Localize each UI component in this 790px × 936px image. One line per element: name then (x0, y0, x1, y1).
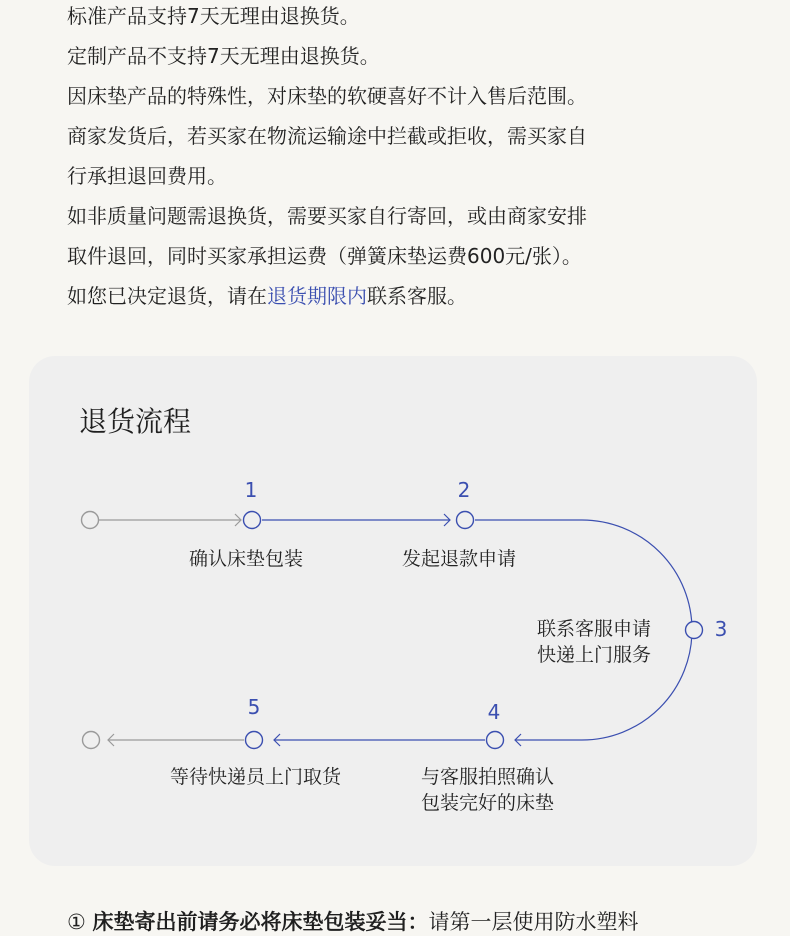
contact-prefix: 如您已决定退货，请在 (67, 284, 267, 308)
policy-line: 行承担退回费用。 (67, 164, 227, 188)
policy-line: 取件退回，同时买家承担运费（弹簧床垫运费600元/张）。 (67, 244, 582, 268)
policy-line: 定制产品不支持7天无理由退换货。 (67, 44, 380, 68)
note-heading: 床垫寄出前请务必将床垫包装妥当： (92, 910, 429, 934)
policy-line: 商家发货后，若买家在物流运输途中拦截或拒收，需买家自 (67, 124, 587, 148)
step-4-number: 4 (487, 700, 501, 724)
step-4-label-line1: 与客服拍照确认 (421, 766, 555, 788)
return-period-link[interactable]: 退货期限内 (267, 284, 367, 308)
step-3-label-line2: 快递上门服务 (537, 644, 652, 666)
start-node (82, 512, 99, 529)
step-2-label: 发起退款申请 (402, 548, 517, 570)
step-1-number: 1 (244, 478, 258, 502)
step-5-node (246, 732, 263, 749)
policy-line: 因床垫产品的特殊性，对床垫的软硬喜好不计入售后范围。 (67, 84, 587, 108)
step-3-number: 3 (714, 617, 728, 641)
step-4-node (487, 732, 504, 749)
step-3-label (537, 616, 651, 668)
policy-line: 如非质量问题需退换货，需要买家自行寄回，或由商家安排 (67, 204, 587, 228)
step-5-number: 5 (247, 695, 261, 719)
end-node (83, 732, 100, 749)
note-text: 请第一层使用防水塑料 (428, 910, 639, 934)
return-flow-diagram (29, 356, 757, 866)
return-process-card (29, 356, 757, 866)
step-5-label: 等待快递员上门取货 (170, 766, 342, 788)
step-4-label-line2: 包装完好的床垫 (421, 792, 555, 814)
policy-line: 标准产品支持7天无理由退换货。 (67, 4, 360, 28)
step-4-label (421, 764, 554, 816)
step-2-number: 2 (457, 478, 471, 502)
step-1-label: 确认床垫包装 (189, 548, 304, 570)
step-2-node (457, 512, 474, 529)
step-3-node (686, 622, 703, 639)
packaging-note (67, 906, 639, 936)
step-3-label-line1: 联系客服申请 (537, 618, 652, 640)
step-1-node (244, 512, 261, 529)
contact-suffix: 联系客服。 (367, 284, 467, 308)
note-marker: ① (67, 910, 86, 934)
return-policy-text (67, 0, 767, 316)
return-process-title: 退货流程 (79, 405, 192, 438)
contact-line (67, 276, 767, 316)
